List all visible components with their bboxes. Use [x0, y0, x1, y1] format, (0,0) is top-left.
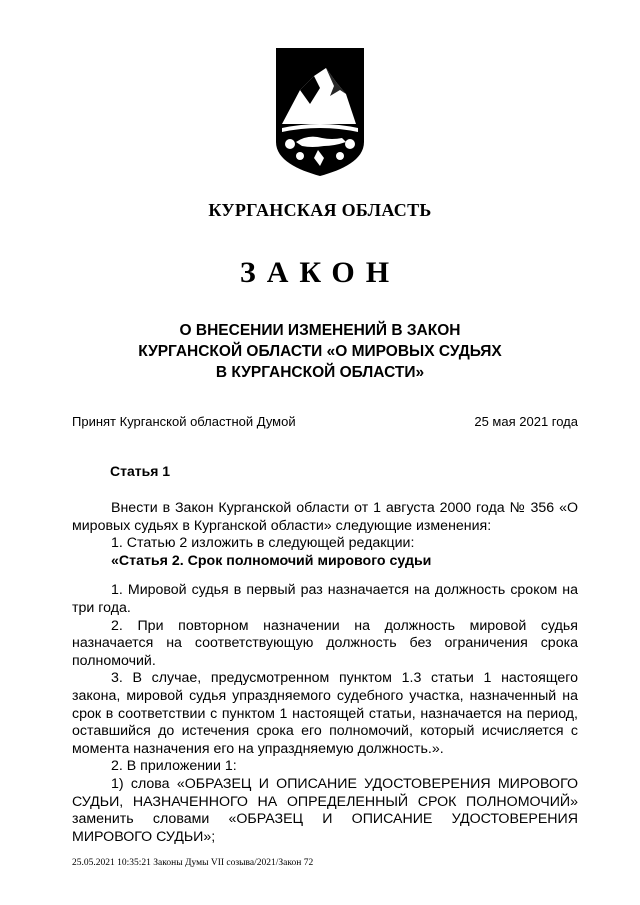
paragraph: 1) слова «ОБРАЗЕЦ И ОПИСАНИЕ УДОСТОВЕРЕНИЯ МИРОВОГО СУДЬИ, НАЗНАЧЕННОГО НА ОПРЕДЕЛЕННЫЙ СРОК ПОЛНОМОЧИЙ» заменить словами «ОБРАЗЕЦ И ОПИСАНИЕ УДОСТОВЕРЕНИЯ МИРОВОГО СУДЬИ»; [72, 775, 578, 845]
article-heading: Статья 1 [110, 463, 171, 479]
document-type: ЗАКОН [239, 256, 401, 289]
region-name: КУРГАНСКАЯ ОБЛАСТЬ [208, 200, 432, 220]
article-body [72, 500, 578, 846]
paragraph: 2. При повторном назначении на должность мировой судья назначается на соответствующую должность без ограничения срока полномочий. [72, 617, 578, 669]
law-title-line: О ВНЕСЕНИИ ИЗМЕНЕНИЙ В ЗАКОН [179, 322, 461, 339]
law-title [60, 320, 580, 383]
footer-stamp: 25.05.2021 10:35:21 Законы Думы VII созыва/2021/Закон 72 [72, 858, 314, 868]
law-title-line: КУРГАНСКОЙ ОБЛАСТИ «О МИРОВЫХ СУДЬЯХ [138, 343, 502, 360]
paragraph: 1. Мировой судья в первый раз назначается на должность сроком на три года. [72, 582, 578, 616]
paragraph: 1. Статью 2 изложить в следующей редакции: [111, 535, 415, 552]
paragraph: 2. В приложении 1: [111, 758, 237, 775]
paragraph: 3. В случае, предусмотренном пунктом 1.3 статьи 1 настоящего закона, мировой судья упраздняемого судебного участка, назначенный на срок в соответствии с пунктом 1 настоящей статьи, назначается на период, оставшийся до истечения срока его полномочий, который исчисляется с момента назначения его на упраздняемую должность.». [72, 670, 578, 757]
adoption-date: 25 мая 2021 года [474, 414, 578, 429]
coat-of-arms-emblem [274, 46, 366, 178]
article-2-heading: «Статья 2. Срок полномочий мирового судьи [111, 552, 432, 569]
paragraph: Внести в Закон Курганской области от 1 августа 2000 года № 356 «О мировых судьях в Курганской области» следующие изменения: [72, 500, 578, 534]
law-title-line: В КУРГАНСКОЙ ОБЛАСТИ» [215, 364, 425, 381]
adopted-by: Принят Курганской областной Думой [72, 414, 296, 429]
